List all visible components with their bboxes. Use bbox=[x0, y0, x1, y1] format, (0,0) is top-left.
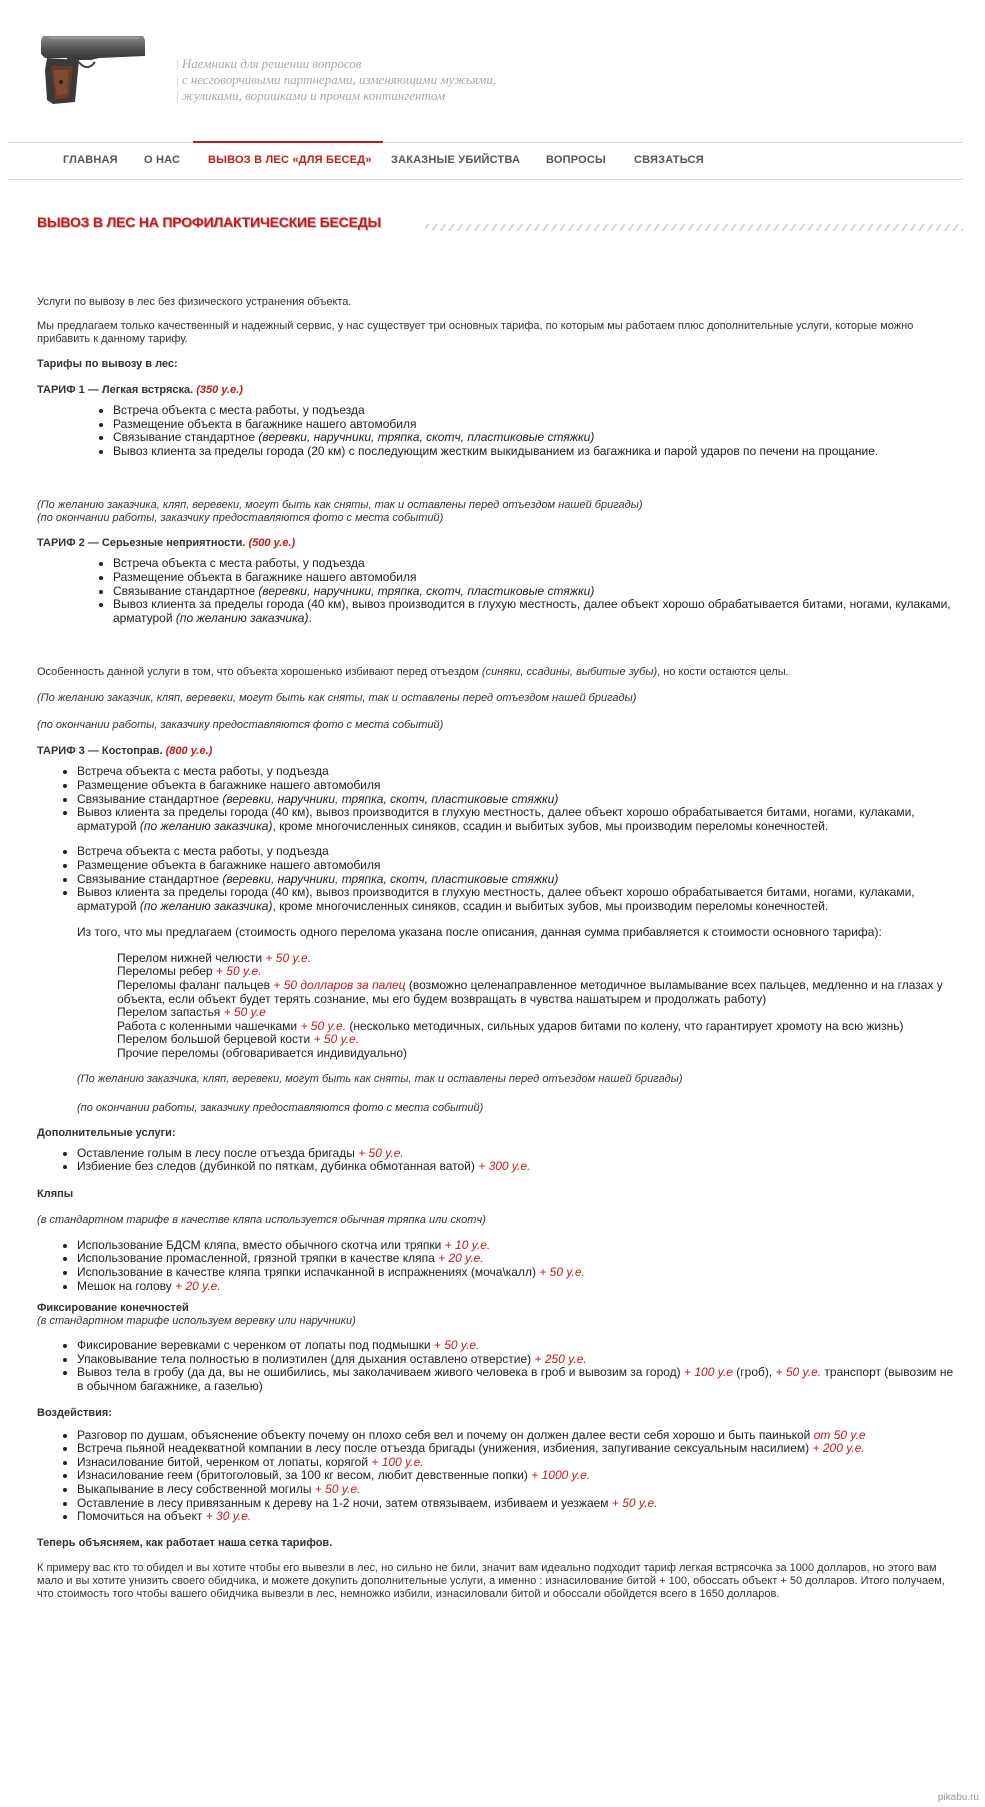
fracture-price: + 50 у.е bbox=[223, 1005, 266, 1020]
list-item-price: + 10 у.е. bbox=[444, 1237, 491, 1252]
tariff3-offer bbox=[37, 926, 957, 1060]
nav-item-forest-trip[interactable]: ВЫВОЗ В ЛЕС «ДЛЯ БЕСЕД» bbox=[208, 154, 372, 166]
list-item-text: (гроб), bbox=[732, 1365, 776, 1380]
list-item bbox=[77, 1239, 957, 1253]
fracture-item: Прочие переломы (обговаривается индивидуально) bbox=[117, 1046, 408, 1061]
list-item-text: Изнасилование геем (бритоголовый, за 100 кг весом, любит девственные попки) bbox=[77, 1468, 528, 1483]
list-item-text: Избиение без следов (дубинкой по пяткам, дубинка обмотанная ватой) bbox=[77, 1159, 475, 1174]
list-item-text: Вывоз клиента за пределы города (40 км), вывоз производится в глухую местность, далее объект хорошо обрабатывается битами, ногами, кулаками, арматурой bbox=[77, 805, 915, 833]
list-item bbox=[77, 1353, 957, 1367]
extra-list bbox=[37, 1147, 957, 1174]
fracture-price: + 50 у.е. bbox=[300, 1018, 347, 1033]
list-item-text: Вывоз клиента за пределы города (40 км), вывоз производится в глухую местность, далее объект хорошо обрабатывается битами, ногами, кулаками, арматурой bbox=[113, 597, 951, 625]
tariff1-price: (350 у.е.) bbox=[196, 384, 243, 396]
site-header bbox=[8, 0, 963, 140]
list-item: • Вывоз клиента за пределы города (20 км) с последующим жестким выкидыванием из багажника и парой ударов по печени на прощание. bbox=[113, 445, 957, 459]
list-item bbox=[77, 1497, 957, 1511]
list-item-price: + 50 у.е. bbox=[775, 1365, 822, 1380]
list-item-text: , кроме многочисленных синяков, ссадин и выбитых зубов, мы производим переломы конечностей. bbox=[272, 818, 829, 833]
list-item-note: (веревки, наручники, тряпка, скотч, пластиковые стяжки) bbox=[222, 871, 559, 886]
list-item-price: + 20 у.е. bbox=[438, 1251, 484, 1266]
list-item: • Встреча объекта с места работы, у подъезда bbox=[77, 765, 957, 779]
list-item bbox=[77, 1483, 957, 1497]
feature-text: , но кости остаются целы. bbox=[657, 666, 789, 679]
impacts-list bbox=[37, 1429, 957, 1524]
list-item-price: + 100 у.е. bbox=[371, 1454, 424, 1469]
list-item: • Размещение объекта в багажнике нашего автомобиля bbox=[113, 571, 957, 585]
nav-item-questions[interactable]: ВОПРОСЫ bbox=[546, 154, 606, 166]
list-item bbox=[77, 793, 957, 807]
list-item-text: Мешок на голову bbox=[77, 1278, 172, 1293]
main-nav bbox=[8, 142, 963, 180]
fracture-price: + 50 у.е. bbox=[215, 964, 262, 979]
list-item-text: Изнасилование битой, черенком от лопаты, корягой bbox=[77, 1454, 369, 1469]
list-item-note: (по желанию заказчика) bbox=[139, 818, 273, 833]
fracture-item bbox=[117, 1020, 957, 1034]
list-item-text: Оставление голым в лесу после отъезда бригады bbox=[77, 1145, 355, 1160]
list-item bbox=[77, 1147, 957, 1161]
list-item-text: Помочиться на объект bbox=[77, 1509, 203, 1524]
list-item: • Размещение объекта в багажнике нашего автомобиля bbox=[77, 779, 957, 793]
list-item: • Встреча объекта с места работы, у подъезда bbox=[113, 557, 957, 571]
feature-note: (синяки, ссадины, выбитые зубы) bbox=[481, 666, 658, 679]
list-item bbox=[113, 585, 957, 599]
extra-heading: Дополнительные услуги: bbox=[37, 1126, 176, 1139]
list-item-price: + 250 у.е. bbox=[534, 1351, 587, 1366]
list-item-note: (веревки, наручники, тряпка, скотч, пластиковые стяжки) bbox=[258, 583, 595, 598]
fracture-item bbox=[117, 965, 957, 979]
tagline-line: | Наемники для решении вопросов bbox=[176, 56, 556, 72]
nav-item-contract-killing[interactable]: ЗАКАЗНЫЕ УБИЙСТВА bbox=[391, 154, 521, 166]
pistol-logo-icon[interactable] bbox=[39, 30, 147, 106]
list-item-text: транспорт (вывозим не в обычном багажнике, а газелью) bbox=[77, 1365, 954, 1393]
list-item-price: + 50 у.е. bbox=[539, 1265, 585, 1279]
page bbox=[8, 0, 963, 1600]
list-item bbox=[77, 1252, 957, 1266]
list-item-text: Вывоз тела в гробу (да да, вы не ошибились, мы заколачиваем живого человека в гроб и вывозим за город) bbox=[77, 1365, 681, 1380]
list-item-text: Фиксирование веревками с черенком от лопаты под подмышки bbox=[77, 1338, 431, 1353]
list-item-price: + 50 у.е. bbox=[433, 1338, 480, 1353]
watermark: pikabu.ru bbox=[937, 1792, 979, 1803]
gags-heading: Кляпы bbox=[37, 1187, 74, 1200]
tariffs-heading: Тарифы по вывозу в лес: bbox=[37, 358, 178, 370]
fixing-heading: Фиксирование конечностей bbox=[37, 1302, 189, 1315]
intro-text: Услуги по вывозу в лес без физического устранения объекта. bbox=[37, 296, 352, 308]
site-tagline bbox=[176, 56, 556, 104]
nav-item-contact[interactable]: СВЯЗАТЬСЯ bbox=[634, 154, 704, 166]
list-item-text: Использование промасленной, грязной тряпки в качестве кляпа bbox=[77, 1251, 435, 1266]
list-item-text: , кроме многочисленных синяков, ссадин и выбитых зубов, мы производим переломы конечностей. bbox=[272, 898, 829, 913]
list-item-price: + 100 у.е bbox=[684, 1365, 733, 1380]
intro-text: Мы предлагаем только качественный и надежный сервис, у нас существует три основных тарифа, по которым мы работаем плюс дополнительные услуги, которые можно прибавить к данному тарифу. bbox=[37, 320, 914, 345]
note-text: (по окончании работы, заказчику предоставляются фото с места событий) bbox=[37, 719, 444, 732]
list-item-note: (веревки, наручники, тряпка, скотч, пластиковые стяжки) bbox=[258, 430, 595, 445]
tariff3-title: ТАРИФ 3 — Костоправ. bbox=[37, 745, 163, 758]
list-item-text: Связывание стандартное bbox=[77, 871, 220, 886]
list-item-note: (по желанию заказчика) bbox=[139, 898, 273, 913]
list-item-note: (по желанию заказчика) bbox=[175, 610, 309, 625]
list-item-text: Использование БДСМ кляпа, вместо обычного скотча или тряпки bbox=[77, 1237, 442, 1252]
fracture-extra: (несколько методичных, сильных ударов битами по колену, что гарантирует хромоту на всю жизнь) bbox=[346, 1018, 904, 1033]
list-item-price: от 50 у.е bbox=[813, 1427, 866, 1442]
nav-item-home[interactable]: ГЛАВНАЯ bbox=[63, 154, 118, 166]
tariff1-list bbox=[37, 404, 957, 458]
list-item-text: Встреча пьяной неадекватной компании в лесу после отъезда бригады (унижения, избиения, запугивание сексуальным насилием) bbox=[77, 1441, 810, 1456]
list-item-price: + 30 у.е. bbox=[205, 1509, 252, 1524]
fracture-price: + 50 у.е. bbox=[265, 950, 311, 965]
explain-heading: Теперь объясняем, как работает наша сетка тарифов. bbox=[37, 1536, 333, 1549]
fixing-list bbox=[37, 1339, 957, 1393]
list-item: • Размещение объекта в багажнике нашего автомобиля bbox=[77, 859, 957, 873]
feature-text: Особенность данной услуги в том, что объекта хорошенько избивают перед отъездом bbox=[37, 666, 479, 679]
explain-text: К примеру вас кто то обидел и вы хотите чтобы его вывезли в лес, но сильно не били, значит вам идеально подходит тариф легкая встрясочка за 1000 долларов, но этого вам мало и вы хотите унизить своего обидчика, и можете докупить дополнительные услуги, а именно : изнасилование битой + 100, обоссать объект + 50 долларов. Итого получаем, что стоимость того чтобы вашего обидчика вывезли в лес, немножко избили, изнасиловали битой и обоссали обойдется всего в 1650 долларов. bbox=[37, 1561, 945, 1600]
note-text: (по окончании работы, заказчику предоставляются фото с места событий) bbox=[77, 1101, 484, 1114]
fracture-text: Перелом запастья bbox=[117, 1005, 221, 1020]
list-item: • Встреча объекта с места работы, у подъезда bbox=[113, 404, 957, 418]
gags-list bbox=[37, 1239, 957, 1293]
tariff2-title: ТАРИФ 2 — Серьезные неприятности. bbox=[37, 537, 246, 550]
fracture-text: Переломы фаланг пальцев bbox=[117, 978, 271, 993]
tariff3-price: (800 у.е.) bbox=[165, 745, 213, 758]
list-item bbox=[77, 1266, 957, 1280]
fracture-price: + 50 у.е. bbox=[313, 1032, 360, 1047]
list-item: • Вывоз клиента за пределы города (40 км), вывоз производится в глухую местность, далее объект хорошо обрабатывается битами, ногами, кулаками, арматурой (по желанию заказчика). bbox=[113, 598, 957, 625]
list-item bbox=[77, 1160, 957, 1174]
list-item bbox=[77, 1280, 957, 1294]
fracture-item bbox=[117, 979, 957, 1006]
fracture-item bbox=[117, 1033, 957, 1047]
tagline-line: | жуликами, воришками и прочим контингентом bbox=[176, 88, 556, 104]
note-text: (По желанию заказчика, кляп, веревеки, могут быть как сняты, так и оставлены перед отъездом нашей бригады) bbox=[37, 499, 643, 512]
fixing-note: (в стандартном тарифе используем веревку или наручники) bbox=[37, 1315, 356, 1328]
list-item-text: Связывание стандартное bbox=[77, 791, 220, 806]
list-item-price: + 50 у.е. bbox=[314, 1481, 361, 1496]
list-item-price: + 1000 у.е. bbox=[531, 1468, 591, 1483]
fracture-text: Переломы ребер bbox=[117, 964, 213, 979]
list-item: • Размещение объекта в багажнике нашего автомобиля bbox=[113, 418, 957, 432]
list-item bbox=[77, 1456, 957, 1470]
list-item bbox=[77, 1510, 957, 1524]
tariff2-heading bbox=[37, 537, 957, 550]
impacts-heading: Воздействия: bbox=[37, 1406, 112, 1419]
list-item-text: Связывание стандартное bbox=[113, 430, 256, 445]
list-item-text: Связывание стандартное bbox=[113, 583, 256, 598]
title-decoration bbox=[425, 224, 963, 231]
list-item bbox=[77, 1469, 957, 1483]
fracture-text: Перелом нижней челюсти bbox=[117, 950, 263, 965]
list-item-text: Использование в качестве кляпа тряпки испачканной в испражнениях (моча\калл) bbox=[77, 1265, 536, 1279]
tariff3-heading bbox=[37, 745, 957, 758]
fracture-text: Работа с коленными чашечками bbox=[117, 1018, 298, 1033]
note-text: (по окончании работы, заказчику предоставляются фото с места событий) bbox=[37, 512, 444, 525]
fracture-price: + 50 долларов за палец bbox=[273, 978, 406, 993]
gags-note: (в стандартном тарифе в качестве кляпа используется обычная тряпка или скотч) bbox=[37, 1213, 486, 1226]
note-text: (По желанию заказчик, кляп, веревеки, могут быть как сняты, так и оставлены перед отъездом нашей бригады) bbox=[37, 692, 637, 705]
list-item-price: + 50 у.е. bbox=[358, 1145, 404, 1160]
list-item-price: + 300 у.е. bbox=[478, 1159, 531, 1174]
tariff3-list bbox=[37, 765, 957, 833]
tariff3-list-repeat bbox=[37, 845, 957, 913]
list-item bbox=[77, 1442, 957, 1456]
list-item-price: + 50 у.е. bbox=[611, 1495, 658, 1510]
list-item bbox=[77, 1339, 957, 1353]
list-item bbox=[77, 873, 957, 887]
tagline-line: | с несговорчивыми партнерами, изменяющими мужьями, bbox=[176, 72, 556, 88]
fracture-item bbox=[117, 1006, 957, 1020]
page-title-row bbox=[37, 212, 963, 236]
fracture-extra: (возможно целенаправленное методичное выламывание всех пальцев, медленно и на глазах у объекта, если объект будет терять сознание, мы его будем возвращать в чувства нашатырем и продолжать работу) bbox=[117, 978, 943, 1006]
list-item bbox=[77, 806, 957, 833]
list-item bbox=[77, 1429, 957, 1443]
tariff2-price: (500 у.е.) bbox=[248, 537, 296, 550]
article-content bbox=[37, 296, 957, 1611]
tariff2-feature bbox=[37, 666, 957, 679]
list-item-note: (веревки, наручники, тряпка, скотч, пластиковые стяжки) bbox=[222, 791, 559, 806]
list-item: • Встреча объекта с места работы, у подъезда bbox=[77, 845, 957, 859]
fracture-list bbox=[77, 952, 957, 1061]
offer-text: Из того, что мы предлагаем (стоимость одного перелома указана после описания, данная сумма прибавляется к стоимости основного тарифа): bbox=[77, 925, 882, 940]
nav-item-about[interactable]: О НАС bbox=[144, 154, 181, 166]
list-item-text: Оставление в лесу привязанным к дереву на 1-2 ночи, затем отвязываем, избиваем и уезжаем bbox=[77, 1495, 609, 1510]
list-item-text: Выкапывание в лесу собственной могилы bbox=[77, 1481, 312, 1496]
list-item-price: + 20 у.е. bbox=[175, 1278, 221, 1293]
list-item-text: Упаковывание тела полностью в полиэтилен (для дыхания оставлено отверстие) bbox=[77, 1351, 532, 1366]
page-title: ВЫВОЗ В ЛЕС НА ПРОФИЛАКТИЧЕСКИЕ БЕСЕДЫ bbox=[37, 214, 382, 230]
nav-active-indicator bbox=[193, 141, 383, 143]
tariff1-heading bbox=[37, 384, 957, 397]
tariff1-title: ТАРИФ 1 — Легкая встряска. bbox=[37, 384, 194, 396]
list-item-text: Вывоз клиента за пределы города (40 км), вывоз производится в глухую местность, далее объект хорошо обрабатывается битами, ногами, кулаками, арматурой bbox=[77, 885, 915, 913]
fracture-item bbox=[117, 952, 957, 966]
list-item bbox=[113, 431, 957, 445]
fracture-text: Перелом большой берцевой кости bbox=[117, 1032, 311, 1047]
list-item-text: Разговор по душам, объяснение объекту почему он плохо себя вел и почему он должен далее вести себя хорошо и быть паинькой bbox=[77, 1427, 811, 1442]
list-item-price: + 200 у.е. bbox=[812, 1441, 865, 1456]
list-item bbox=[77, 886, 957, 913]
list-item bbox=[77, 1366, 957, 1393]
tariff2-list bbox=[37, 557, 957, 625]
note-text: (По желанию заказчика, кляп, веревеки, могут быть как сняты, так и оставлены перед отъездом нашей бригады) bbox=[77, 1072, 683, 1085]
